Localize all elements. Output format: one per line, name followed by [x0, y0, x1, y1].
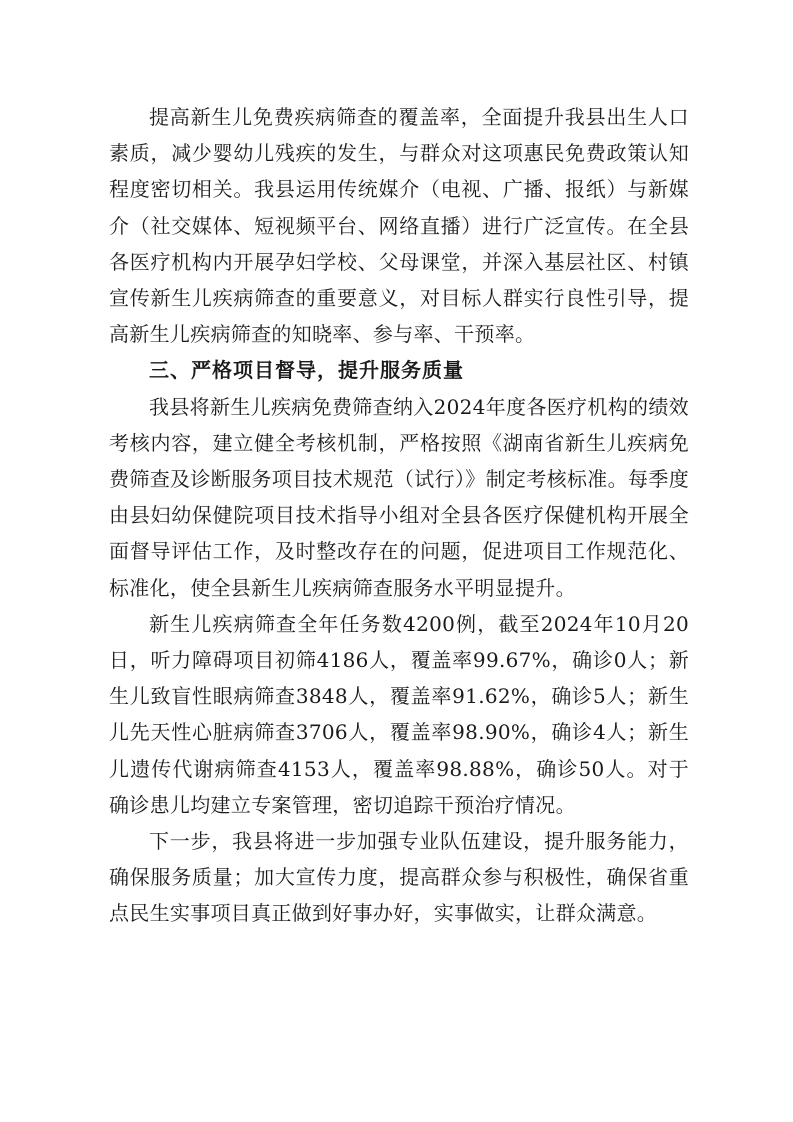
paragraph-screening-statistics: 新生儿疾病筛查全年任务数4200例，截至2024年10月20日，听力障碍项目初筛4186人，覆盖率99.67%，确诊0人；新生儿致盲性眼病筛查3848人，覆盖率91.62%，确诊5人；新生儿先天性心脏病筛查3706人，覆盖率98.90%，确诊4人；新生儿遗传代谢病筛查4153人，覆盖率98.88%，确诊50人。对于确诊患儿均建立专案管理，密切追踪干预治疗情况。 — [109, 611, 689, 817]
paragraph-publicity: 提高新生儿免费疾病筛查的覆盖率，全面提升我县出生人口素质，减少婴幼儿残疾的发生，与群众对这项惠民免费政策认知程度密切相关。我县运用传统媒介（电视、广播、报纸）与新媒介（社交媒体、短视频平台、网络直播）进行广泛宣传。在全县各医疗机构内开展孕妇学校、父母课堂，并深入基层社区、村镇宣传新生儿疾病筛查的重要意义，对目标人群实行良性引导，提高新生儿疾病筛查的知晓率、参与率、干预率。 — [109, 105, 689, 347]
section-heading-supervision: 三、严格项目督导，提升服务质量 — [149, 358, 464, 383]
paragraph-assessment: 我县将新生儿疾病免费筛查纳入2024年度各医疗机构的绩效考核内容，建立健全考核机制，严格按照《湖南省新生儿疾病免费筛查及诊断服务项目技术规范（试行）》制定考核标准。每季度由县妇幼保健院项目技术指导小组对全县各医疗保健机构开展全面督导评估工作，及时整改存在的问题，促进项目工作规范化、标准化，使全县新生儿疾病筛查服务水平明显提升。 — [109, 394, 689, 600]
document-body — [109, 99, 689, 932]
paragraph-next-steps: 下一步，我县将进一步加强专业队伍建设，提升服务能力，确保服务质量；加大宣传力度，提高群众参与积极性，确保省重点民生实事项目真正做到好事办好，实事做实，让群众满意。 — [109, 829, 689, 926]
